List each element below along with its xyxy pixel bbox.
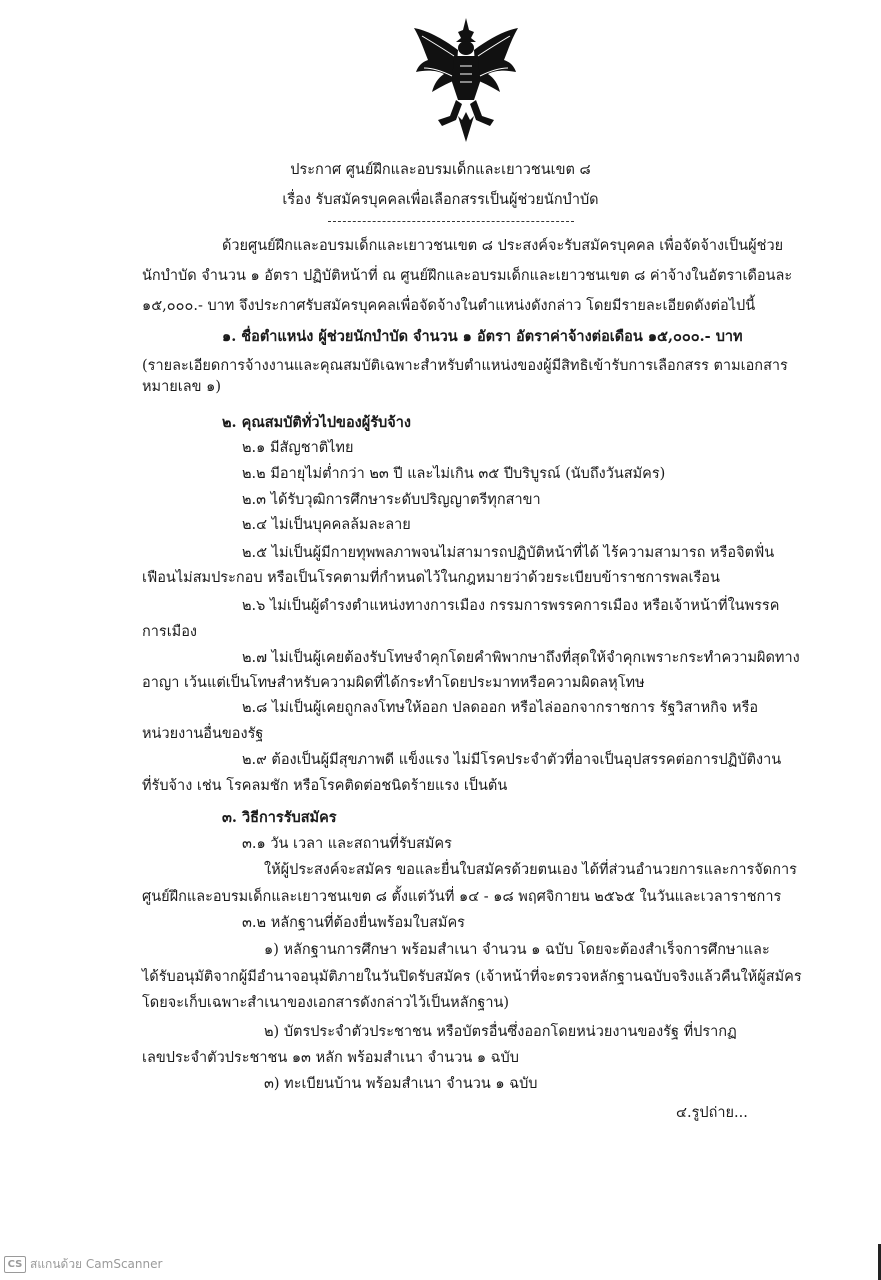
section-1-heading: ๑. ชื่อตำแหน่ง ผู้ช่วยนักบำบัด จำนวน ๑ อัตรา อัตราค่าจ้างต่อเดือน ๑๕,๐๐๐.- บาท	[222, 328, 743, 345]
qualification-item: ๒.๓ ได้รับวุฒิการศึกษาระดับปริญญาตรีทุกสาขา	[242, 492, 541, 508]
qualification-item: ๒.๔ ไม่เป็นบุคคลล้มละลาย	[242, 517, 411, 533]
qualification-item-cont: การเมือง	[142, 624, 198, 640]
scanner-watermark	[4, 1255, 162, 1274]
scanner-watermark-text: สแกนด้วย CamScanner	[30, 1257, 163, 1271]
application-item-cont: โดยจะเก็บเฉพาะสำเนาของเอกสารดังกล่าวไว้เป็นหลักฐาน)	[142, 995, 510, 1011]
announcement-title: ประกาศ ศูนย์ฝึกและอบรมเด็กและเยาวชนเขต ๘	[290, 162, 591, 178]
qualification-item: ๒.๕ ไม่เป็นผู้มีกายทุพพลภาพจนไม่สามารถปฏิบัติหน้าที่ได้ ไร้ความสามารถ หรือจิตฟั่น	[242, 545, 775, 561]
qualification-item-cont: อาญา เว้นแต่เป็นโทษสำหรับความผิดที่ได้กระทำโดยประมาทหรือความผิดลหุโทษ	[142, 675, 645, 691]
intro-line: ๑๕,๐๐๐.- บาท จึงประกาศรับสมัครบุคคลเพื่อจัดจ้างในตำแหน่งดังกล่าว โดยมีรายละเอียดดังต่อไปนี้	[142, 298, 756, 314]
qualification-item-cont: ที่รับจ้าง เช่น โรคลมชัก หรือโรคติดต่อชนิดร้ายแรง เป็นต้น	[142, 778, 508, 794]
qualification-item-cont: เฟือนไม่สมประกอบ หรือเป็นโรคตามที่กำหนดไว้ในกฎหมายว่าด้วยระเบียบข้าราชการพลเรือน	[142, 570, 720, 586]
application-item-cont: เลขประจำตัวประชาชน ๑๓ หลัก พร้อมสำเนา จำนวน ๑ ฉบับ	[142, 1050, 519, 1066]
application-item-cont: ศูนย์ฝึกและอบรมเด็กและเยาวชนเขต ๘ ตั้งแต่วันที่ ๑๔ - ๑๘ พฤศจิกายน ๒๕๖๕ ในวันและเวลาราชการ	[142, 889, 782, 905]
qualification-item: ๒.๘ ไม่เป็นผู้เคยถูกลงโทษให้ออก ปลดออก หรือไล่ออกจากราชการ รัฐวิสาหกิจ หรือ	[242, 700, 759, 716]
section-1-line: (รายละเอียดการจ้างงานและคุณสมบัติเฉพาะสำหรับตำแหน่งของผู้มีสิทธิเข้ารับการเลือกสรร ตามเอกสาร	[142, 358, 788, 374]
title-divider	[328, 221, 574, 222]
qualification-item: ๒.๑ มีสัญชาติไทย	[242, 440, 354, 456]
application-item-cont: ได้รับอนุมัติจากผู้มีอำนาจอนุมัติภายในวันปิดรับสมัคร (เจ้าหน้าที่จะตรวจหลักฐานฉบับจริงแล้วคืนให้ผู้สมัคร	[142, 969, 802, 985]
application-item: ๑) หลักฐานการศึกษา พร้อมสำเนา จำนวน ๑ ฉบับ โดยจะต้องสำเร็จการศึกษาและ	[264, 942, 770, 958]
qualification-item-cont: หน่วยงานอื่นของรัฐ	[142, 726, 264, 742]
intro-line: นักบำบัด จำนวน ๑ อัตรา ปฏิบัติหน้าที่ ณ ศูนย์ฝึกและอบรมเด็กและเยาวชนเขต ๘ ค่าจ้างในอัตราเดือนละ	[142, 268, 793, 284]
application-item: ๓.๑ วัน เวลา และสถานที่รับสมัคร	[242, 836, 452, 852]
continuation-marker: ๔.รูปถ่าย...	[676, 1105, 748, 1121]
garuda-emblem-icon	[408, 16, 524, 144]
qualification-item: ๒.๒ มีอายุไม่ต่ำกว่า ๒๓ ปี และไม่เกิน ๓๕ ปีบริบูรณ์ (นับถึงวันสมัคร)	[242, 466, 666, 482]
qualification-item: ๒.๗ ไม่เป็นผู้เคยต้องรับโทษจำคุกโดยคำพิพากษาถึงที่สุดให้จำคุกเพราะกระทำความผิดทาง	[242, 650, 800, 666]
application-item: ๒) บัตรประจำตัวประชาชน หรือบัตรอื่นซึ่งออกโดยหน่วยงานของรัฐ ที่ปรากฏ	[264, 1024, 737, 1040]
section-1-line: หมายเลข ๑)	[142, 379, 221, 395]
announcement-subject: เรื่อง รับสมัครบุคคลเพื่อเลือกสรรเป็นผู้ช่วยนักบำบัด	[282, 192, 599, 208]
section-3-heading: ๓. วิธีการรับสมัคร	[222, 809, 337, 826]
qualification-item: ๒.๙ ต้องเป็นผู้มีสุขภาพดี แข็งแรง ไม่มีโรคประจำตัวที่อาจเป็นอุปสรรคต่อการปฏิบัติงาน	[242, 752, 782, 768]
camscanner-logo-icon: CS	[4, 1256, 26, 1273]
application-item: ๓) ทะเบียนบ้าน พร้อมสำเนา จำนวน ๑ ฉบับ	[264, 1076, 538, 1092]
application-item: ๓.๒ หลักฐานที่ต้องยื่นพร้อมใบสมัคร	[242, 915, 465, 931]
intro-line: ด้วยศูนย์ฝึกและอบรมเด็กและเยาวชนเขต ๘ ประสงค์จะรับสมัครบุคคล เพื่อจัดจ้างเป็นผู้ช่วย	[222, 238, 784, 254]
section-2-heading: ๒. คุณสมบัติทั่วไปของผู้รับจ้าง	[222, 414, 411, 431]
application-item: ให้ผู้ประสงค์จะสมัคร ขอและยื่นใบสมัครด้วยตนเอง ได้ที่ส่วนอำนวยการและการจัดการ	[264, 862, 797, 878]
qualification-item: ๒.๖ ไม่เป็นผู้ดำรงตำแหน่งทางการเมือง กรรมการพรรคการเมือง หรือเจ้าหน้าที่ในพรรค	[242, 598, 780, 614]
